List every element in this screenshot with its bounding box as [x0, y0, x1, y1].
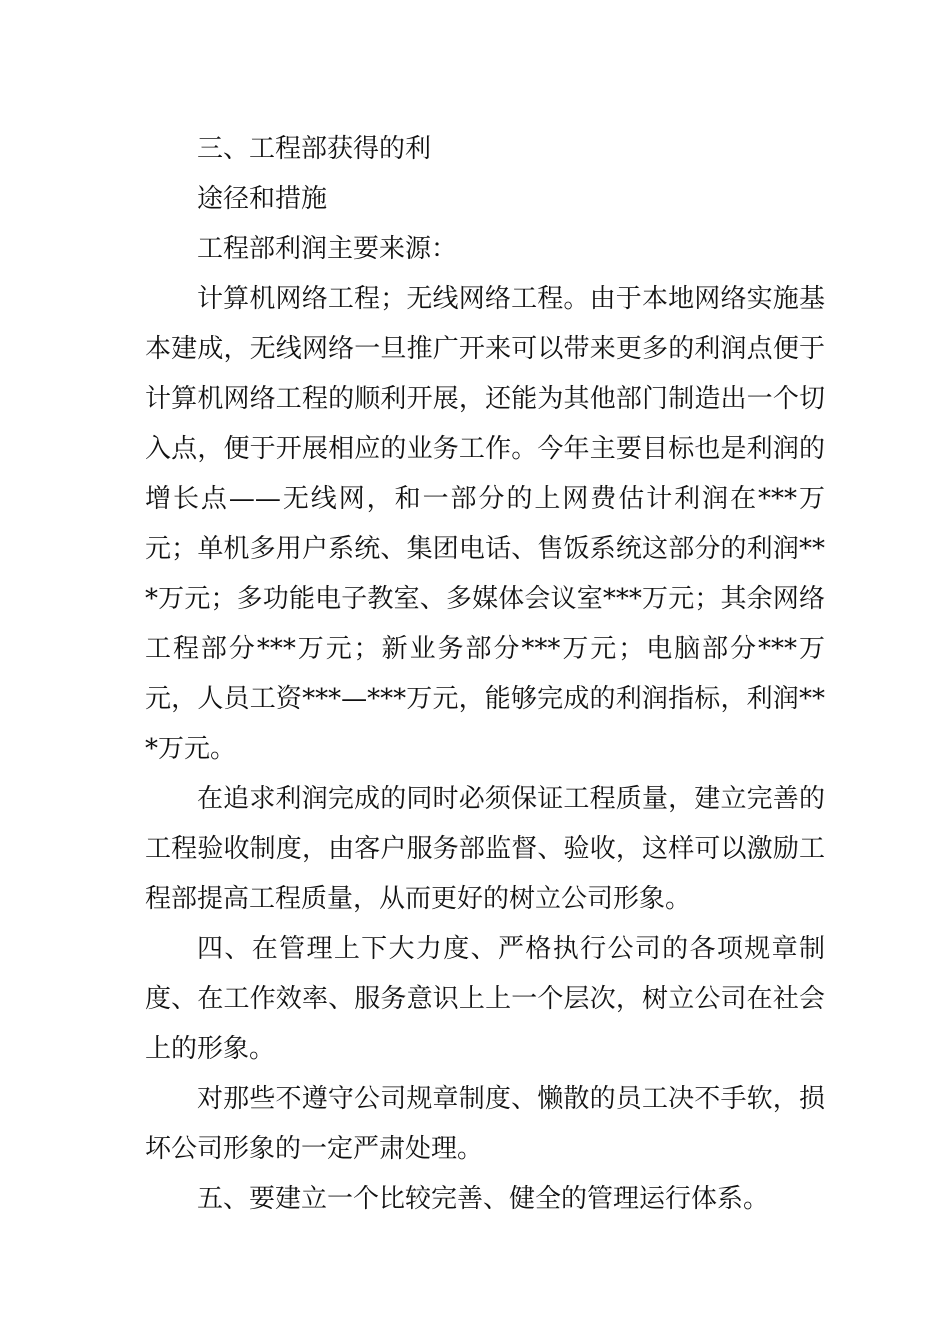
section-heading-5: 五、要建立一个比较完善、健全的管理运行体系。 [197, 1184, 770, 1214]
paragraph-profit-sources-intro: 工程部利润主要来源： [197, 234, 458, 264]
paragraph-quality: 在追求利润完成的同时必须保证工程质量，建立完善的工程验收制度，由客户服务部监督、验收，这样可以激励工程部提高工程质量，从而更好的树立公司形象。 [145, 784, 825, 914]
document-page [145, 124, 825, 1224]
section-subheading: 途径和措施 [197, 184, 328, 214]
paragraph-profit-sources: 计算机网络工程；无线网络工程。由于本地网络实施基本建成，无线网络一旦推广开来可以带来更多的利润点便于计算机网络工程的顺利开展，还能为其他部门制造出一个切入点，便于开展相应的业务工作。今年主要目标也是利润的增长点——无线网，和一部分的上网费估计利润在***万元；单机多用户系统、集团电话、售饭系统这部分的利润***万元；多功能电子教室、多媒体会议室***万元；其余网络工程部分***万元；新业务部分***万元；电脑部分***万元，人员工资***—***万元，能够完成的利润指标，利润***万元。 [145, 284, 825, 764]
section-heading-3: 三、工程部获得的利 [197, 134, 432, 164]
paragraph-discipline: 对那些不遵守公司规章制度、懒散的员工决不手软，损坏公司形象的一定严肃处理。 [145, 1084, 825, 1164]
section-heading-4: 四、在管理上下大力度、严格执行公司的各项规章制度、在工作效率、服务意识上上一个层次，树立公司在社会上的形象。 [145, 934, 825, 1064]
